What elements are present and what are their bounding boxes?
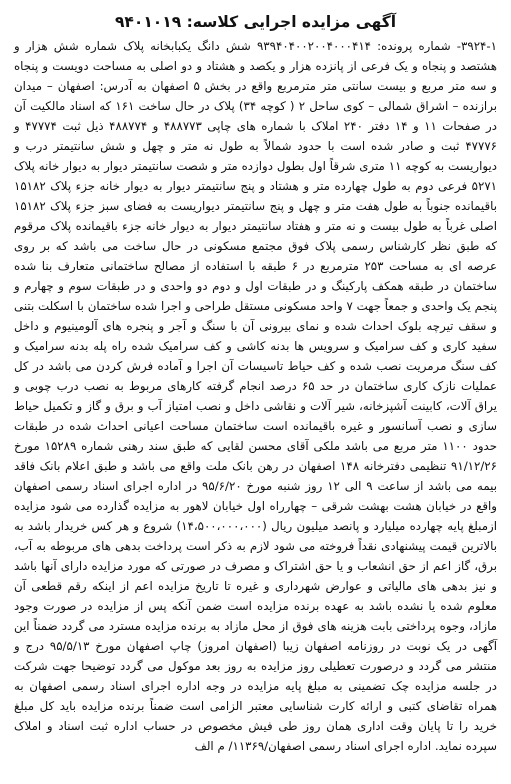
notice-body: ۳۹۲۴-۱- شماره پرونده: ۹۳۹۴۰۴۰۰۲۰۰۴۰۰۰۴۱۴ شش دانگ یکبابخانه پلاک شماره شش هزار و هشتصد و پنجاه و یک فرعی از پانزده هزار و یکصد و هشتاد و دو اصلی به مساحت دویست و پنجاه و سه متر مربع و بیست سانتی متر مترمربع واقع در بخش ۵ اصفهان به آدرس: اصفهان – میدان برازنده – اشراق شمالی – کوی ساحل ۲ ( کوچه ۳۴) پلاک در حال ساخت ۱۶۱ که اسناد مالکیت آن در صفحات ۱۱ و ۱۴ دفتر ۲۴۰ املاک با شماره های چاپی ۴۸۸۷۷۳ و ۴۸۸۷۷۴ ذیل ثبت ۴۷۷۷۴ و ۴۷۷۷۶ ثبت و صادر شده است با حدود شمالاً به طول نه متر و چهل و شش سانتیمتر درب و دیواریست به کوچه ۱۱ متری شرقاً اول بطول دوازده متر و شصت سانتیمتر دیوار به دیوار خانه پلاک ۵۲۷۱ فرعی دوم به طول چهارده متر و هشتاد و پنج سانتیمتر دیوار به دیوار خانه جزء پلاک ۱۵۱۸۲ باقیمانده جنوباً به طول هفت متر و چهل و پنج سانتیمتر دیواریست به فضای سبز جزء پلاک ۱۵۱۸۲ اصلی غرباً به طول بیست و نه متر و هفتاد سانتیمتر دیوار به دیوار خانه جزء باقیمانده پلاک مرقوم که طبق نظر کارشناس رسمی پلاک فوق مجتمع مسکونی در حال ساخت می باشد که بر روی عرصه ای به مساحت ۲۵۳ مترمربع در ۶ طبقه با استفاده از مصالح ساختمانی متعارف بنا شده ساختمان در طبقه همکف پارکینگ و در طبقات اول و دوم دو واحدی و در طبقات سوم و چهارم و پنجم یک واحدی و جمعاً جهت ۷ واحد مسکونی مستقل طراحی و اجرا شده ساختمان با اسکلت بتنی و سقف تیرچه بلوک احداث شده و نمای بیرونی آن با سنگ و آجر و پنجره های آلومینیوم و داخل سفید کاری و کف سرامیک و سرویس ها بدنه کاشی و کف سرامیک شده راه پله بدنه سرامیک و کف سنگ مرمریت نصب شده و کف حیاط تاسیسات آن اجرا و آماده فرش کردن می باشد در کل عملیات نازک کاری ساختمان در حد ۶۵ درصد انجام گرفته کارهای مربوط به نصب درب چوبی و یراق آلات، کابینت آشپزخانه، شیر آلات و نقاشی داخل و نصب امتیاز آب و برق و گاز و تکمیل حیاط سازی و نصب آسانسور و غیره باقیمانده است ساختمان مساحت اعیانی احداث شده در طبقات حدود ۱۱۰۰ متر مربع می باشد ملکی آقای محسن لقایی که طبق سند رهنی شماره ۱۵۲۸۹ مورخ ۹۱/۱۲/۲۶ تنظیمی دفترخانه ۱۴۸ اصفهان در رهن بانک ملت واقع می باشد و طبق اعلام بانک فاقد بیمه می باشد از ساعت ۹ الی ۱۲ روز شنبه مورخ ۹۵/۶/۲۰ در اداره اجرای اسناد رسمی اصفهان واقع در خیابان هشت بهشت شرقی – چهارراه اول خیابان لاهور به مزایده گذارده می شود مزایده ازمبلغ پایه چهارده میلیارد و پانصد میلیون ریال (۱۴،۵۰۰،۰۰۰،۰۰۰) شروع و هر کس خریدار باشد به بالاترین قیمت پیشنهادی نقداً فروخته می شود لازم به ذکر است پرداخت بدهی های مربوطه به آب، برق، گاز اعم از حق انشعاب و یا حق اشتراک و مصرف در صورتی که مورد مزایده دارای آنها باشد و نیز بدهی های مالیاتی و عوارض شهرداری و غیره تا تاریخ مزایده اعم از اینکه رقم قطعی آن معلوم شده یا نشده باشد به عهده برنده مزایده است ضمن آنکه پس از مزایده در صورت وجود مازاد، وجوه پرداختی بابت هزینه های فوق از محل مازاد به برنده مزایده مسترد می گردد ضمناً این آگهی در یک نوبت در روزنامه اصفهان زیبا (اصفهان امروز) چاپ اصفهان مورخ ۹۵/۵/۱۳ درج و منتشر می گردد و درصورت تعطیلی روز مزایده به روز بعد موکول می گردد توضیحا جهت شرکت در جلسه مزایده چک تضمینی به مبلغ پایه مزایده در وجه اداره اجرای اسناد رسمی اصفهان به همراه تقاضای کتبی و ارائه کارت شناسایی معتبر الزامی است ضمناً برنده مزایده باید کل مبلغ خرید را تا پایان وقت اداری همان روز طی فیش مخصوص در حساب اداره ثبت اسناد و املاک سپرده نماید. اداره اجرای اسناد رسمی اصفهان/۱۱۳۶۹/ م الف [14, 39, 498, 753]
notice-title: آگهی مزایده اجرایی کلاسه: ۹۴۰۱۰۱۹ [114, 13, 397, 31]
auction-notice [6, 4, 505, 780]
